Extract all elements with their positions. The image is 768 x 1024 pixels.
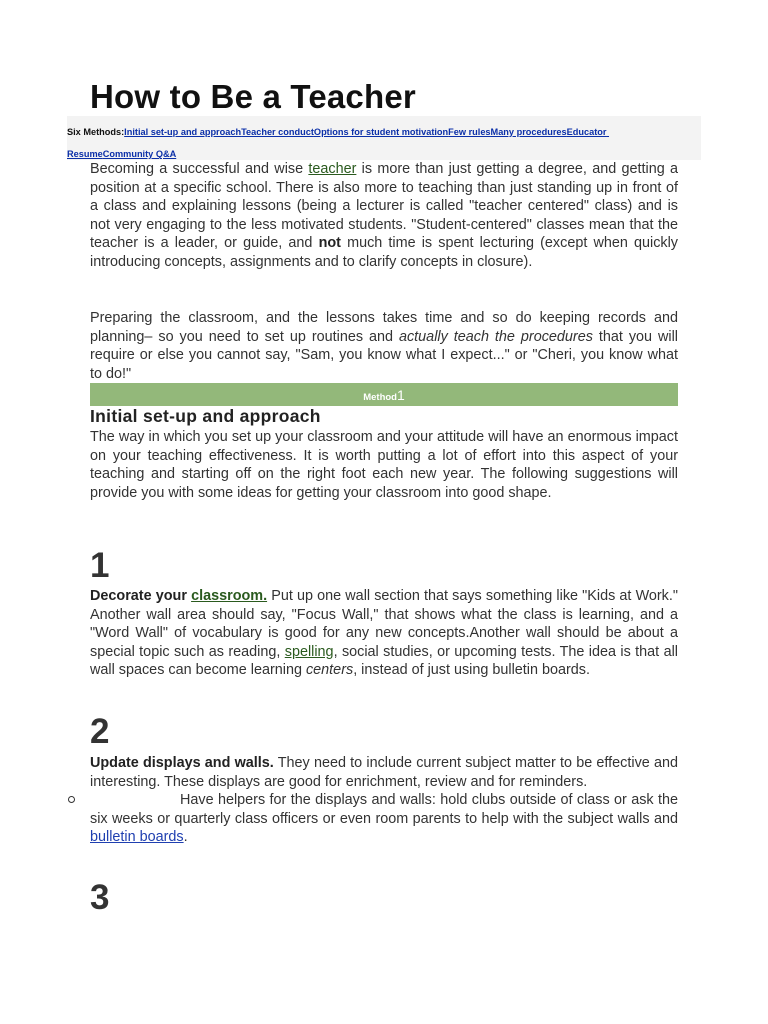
intro-text: Preparing the classroom, and the lessons takes time and so do keeping records and planning– so you need to set up routines and [90,310,678,345]
step-number-1: 1 [90,546,110,585]
step-number-3: 3 [90,878,110,917]
step-italic-centers: centers [305,662,354,679]
spelling-link[interactable]: spelling [284,643,334,660]
method-link-educator-space[interactable] [606,127,609,137]
step-text: , instead of just using bulletin boards. [353,662,590,679]
page-title: How to Be a Teacher [90,78,416,115]
method-intro-paragraph: The way in which you set up your classroom and your attitude will have an enormous impact on your teaching effectiveness. It is worth putting a lot of effort into this aspect of your teaching and starting off on the right foot each new year. The following suggestions will provide you with some ideas for getting your classroom into good shape. [90,429,678,501]
intro-italic: actually teach the procedures [398,328,593,345]
intro-text: much time is spent lecturing (except when quickly introducing concepts, assignments and to clarify concepts in closure). [90,235,678,270]
method-link-community-qa[interactable]: Community Q&A [102,149,177,159]
classroom-link[interactable]: classroom. [191,588,268,604]
bulletin-boards-link[interactable]: bulletin boards [90,829,184,846]
intro-paragraph-1 [90,160,678,272]
section-heading: Initial set-up and approach [90,406,321,426]
bullet-circle-icon [68,796,75,803]
step-1-bold: Decorate your [90,588,192,604]
step-text: Put up one wall section that says something like "Kids at Work." Another wall area should say, "Focus Wall," that shows what the class is learning, and a "Word Wall" of vocabulary is good for any new concepts.Another wall should be about a special topic such as reading, [90,588,678,660]
methods-nav-line-2 [67,148,701,160]
method-link-educator[interactable]: Educator [566,127,607,137]
intro-bold-not: not [318,235,341,252]
method-link-resume[interactable]: Resume [67,149,103,159]
method-label: Method [363,392,397,403]
methods-nav-label: Six Methods: [67,127,125,137]
step-2-subpoint [90,791,678,847]
intro-text: Becoming a successful and wise [90,161,309,177]
teacher-link[interactable]: teacher [308,161,357,177]
step-text: They need to include current subject matter to be effective and interesting. These displays are good for enrichment, review and for reminders. [90,755,678,790]
subpoint-end: . [183,829,188,846]
methods-nav-line-1 [67,126,701,138]
step-1-text [90,587,678,680]
method-link-initial-setup[interactable]: Initial set-up and approach [124,127,242,137]
step-text: , social studies, or upcoming tests. The idea is that all wall spaces can become learning [90,643,678,679]
method-header-bar [90,383,678,406]
step-2-text [90,754,678,791]
method-number: 1 [396,387,405,403]
subpoint-text: Have helpers for the displays and walls: hold clubs outside of class or ask the six weeks or quarterly class officers or even room parents to help with the subject walls and [90,792,678,827]
method-link-few-rules[interactable]: Few rules [448,127,491,137]
intro-paragraph-2 [90,309,678,383]
intro-text: that you will require or else you cannot say, "Sam, you know what I expect..." or "Cheri, you know what to do!" [90,328,679,382]
method-link-student-motivation[interactable]: Options for student motivation [313,127,449,137]
step-number-2: 2 [90,712,110,751]
intro-text: is more than just getting a degree, and getting a position at a specific school. There is also more to teaching than just standing up in front of a class and explaining lessons (being a lecturer is called "teacher centered" class) and is not very engaging to the less motivated students. "Student-centered" classes mean that the teacher is a leader, or guide, and [90,161,678,252]
step-2-bold: Update displays and walls. [90,755,274,771]
method-link-teacher-conduct[interactable]: Teacher conduct [241,127,314,137]
method-link-many-procedures[interactable]: Many procedures [490,127,567,137]
